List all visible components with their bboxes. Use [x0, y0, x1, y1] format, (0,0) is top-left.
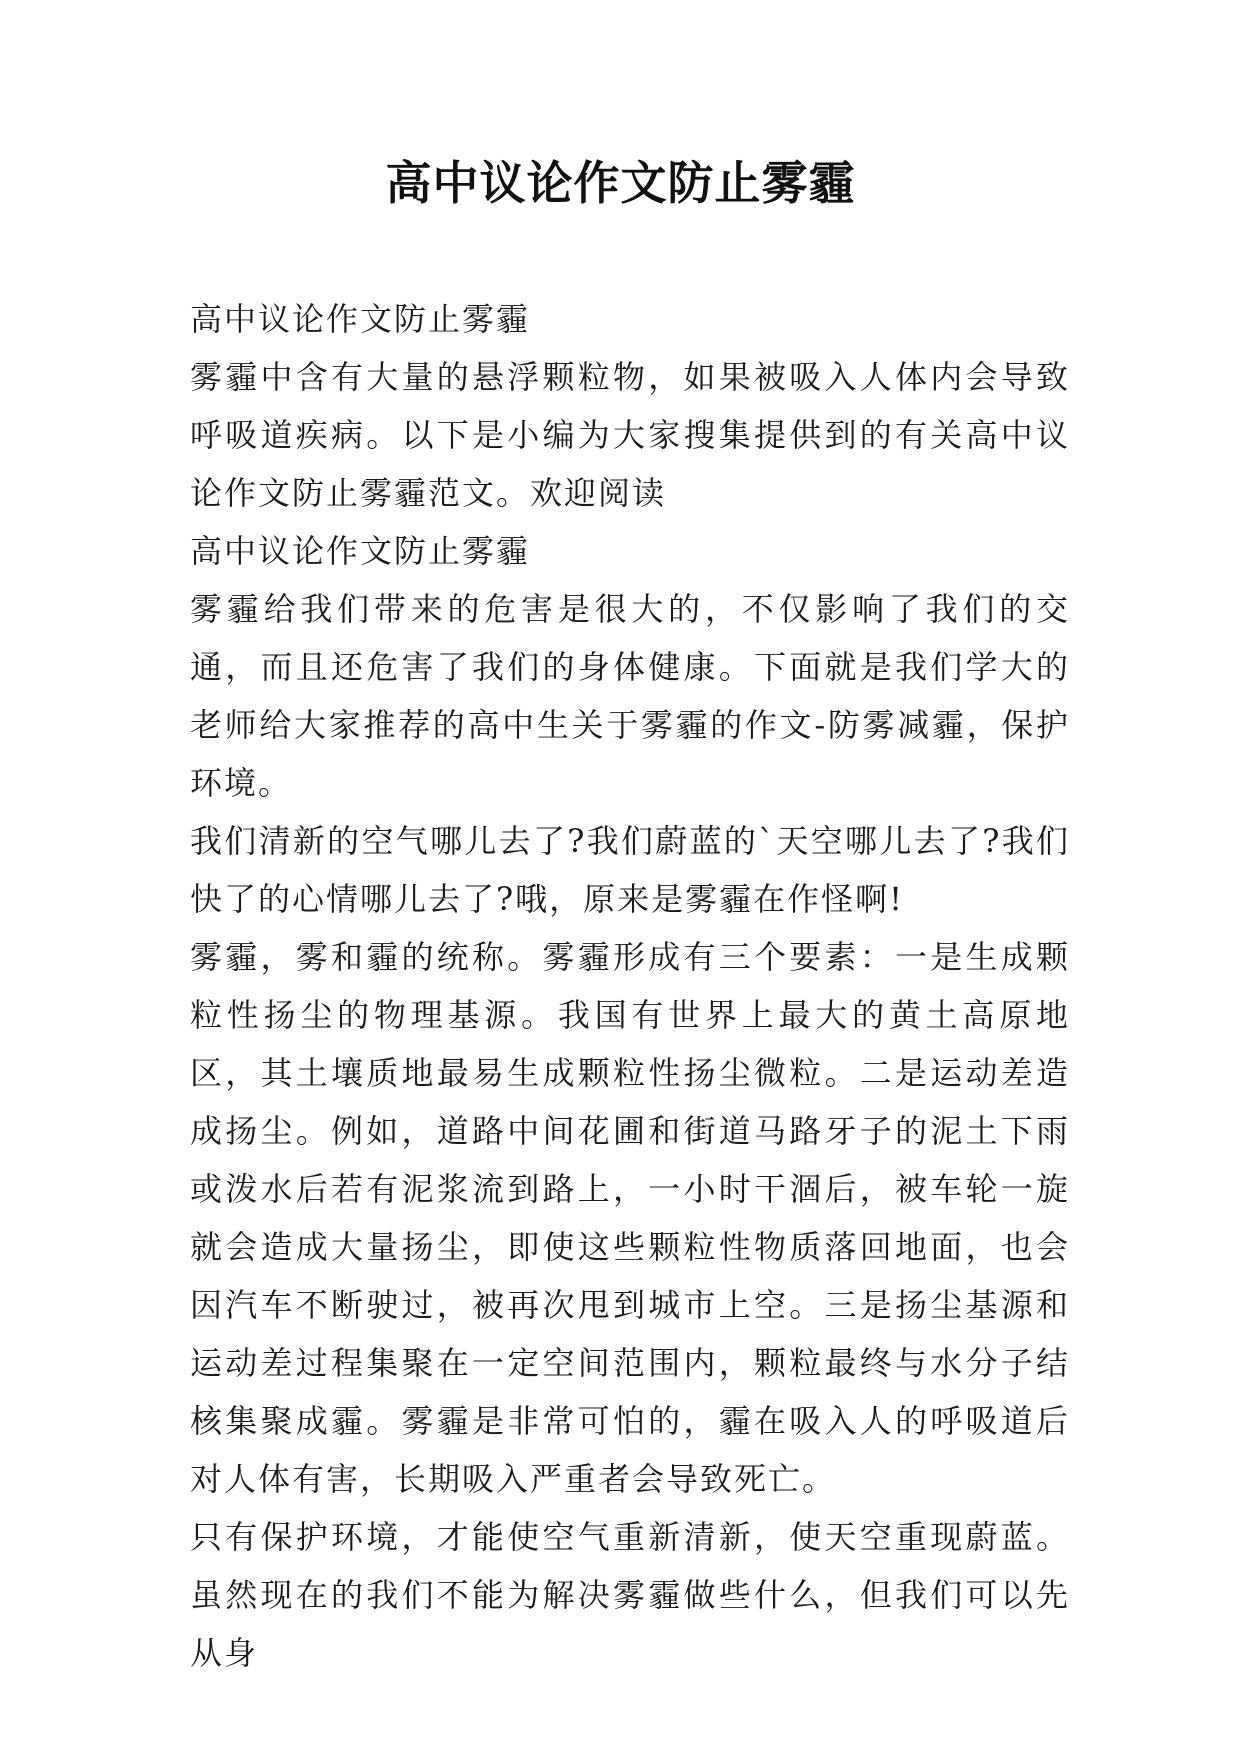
document-body — [190, 290, 1070, 1682]
paragraph-subtitle: 高中议论作文防止雾霾 — [190, 300, 531, 338]
document-title: 高中议论作文防止雾霾 — [385, 156, 856, 210]
paragraph-protection: 只有保护环境，才能使空气重新清新，使天空重现蔚蓝。虽然现在的我们不能为解决雾霾做些什么，但我们可以先从身 — [190, 1518, 1070, 1672]
paragraph-subtitle-repeat: 高中议论作文防止雾霾 — [190, 532, 531, 570]
paragraph-intro: 雾霾中含有大量的悬浮颗粒物，如果被吸入人体内会导致呼吸道疾病。以下是小编为大家搜集提供到的有关高中议论作文防止雾霾范文。欢迎阅读 — [190, 358, 1070, 512]
paragraph-definition: 雾霾，雾和霾的统称。雾霾形成有三个要素：一是生成颗粒性扬尘的物理基源。我国有世界上最大的黄土高原地区，其土壤质地最易生成颗粒性扬尘微粒。二是运动差造成扬尘。例如，道路中间花圃和街道马路牙子的泥土下雨或泼水后若有泥浆流到路上，一小时干涸后，被车轮一旋就会造成大量扬尘，即使这些颗粒性物质落回地面，也会因汽车不断驶过，被再次甩到城市上空。三是扬尘基源和运动差过程集聚在一定空间范围内，颗粒最终与水分子结核集聚成霾。雾霾是非常可怕的，霾在吸入人的呼吸道后对人体有害，长期吸入严重者会导致死亡。 — [190, 938, 1070, 1498]
paragraph-harm: 雾霾给我们带来的危害是很大的，不仅影响了我们的交通，而且还危害了我们的身体健康。下面就是我们学大的老师给大家推荐的高中生关于雾霾的作文-防雾减霾，保护环境。 — [190, 590, 1070, 802]
paragraph-questions: 我们清新的空气哪儿去了?我们蔚蓝的`天空哪儿去了?我们快了的心情哪儿去了?哦，原来是雾霾在作怪啊! — [190, 822, 1070, 918]
